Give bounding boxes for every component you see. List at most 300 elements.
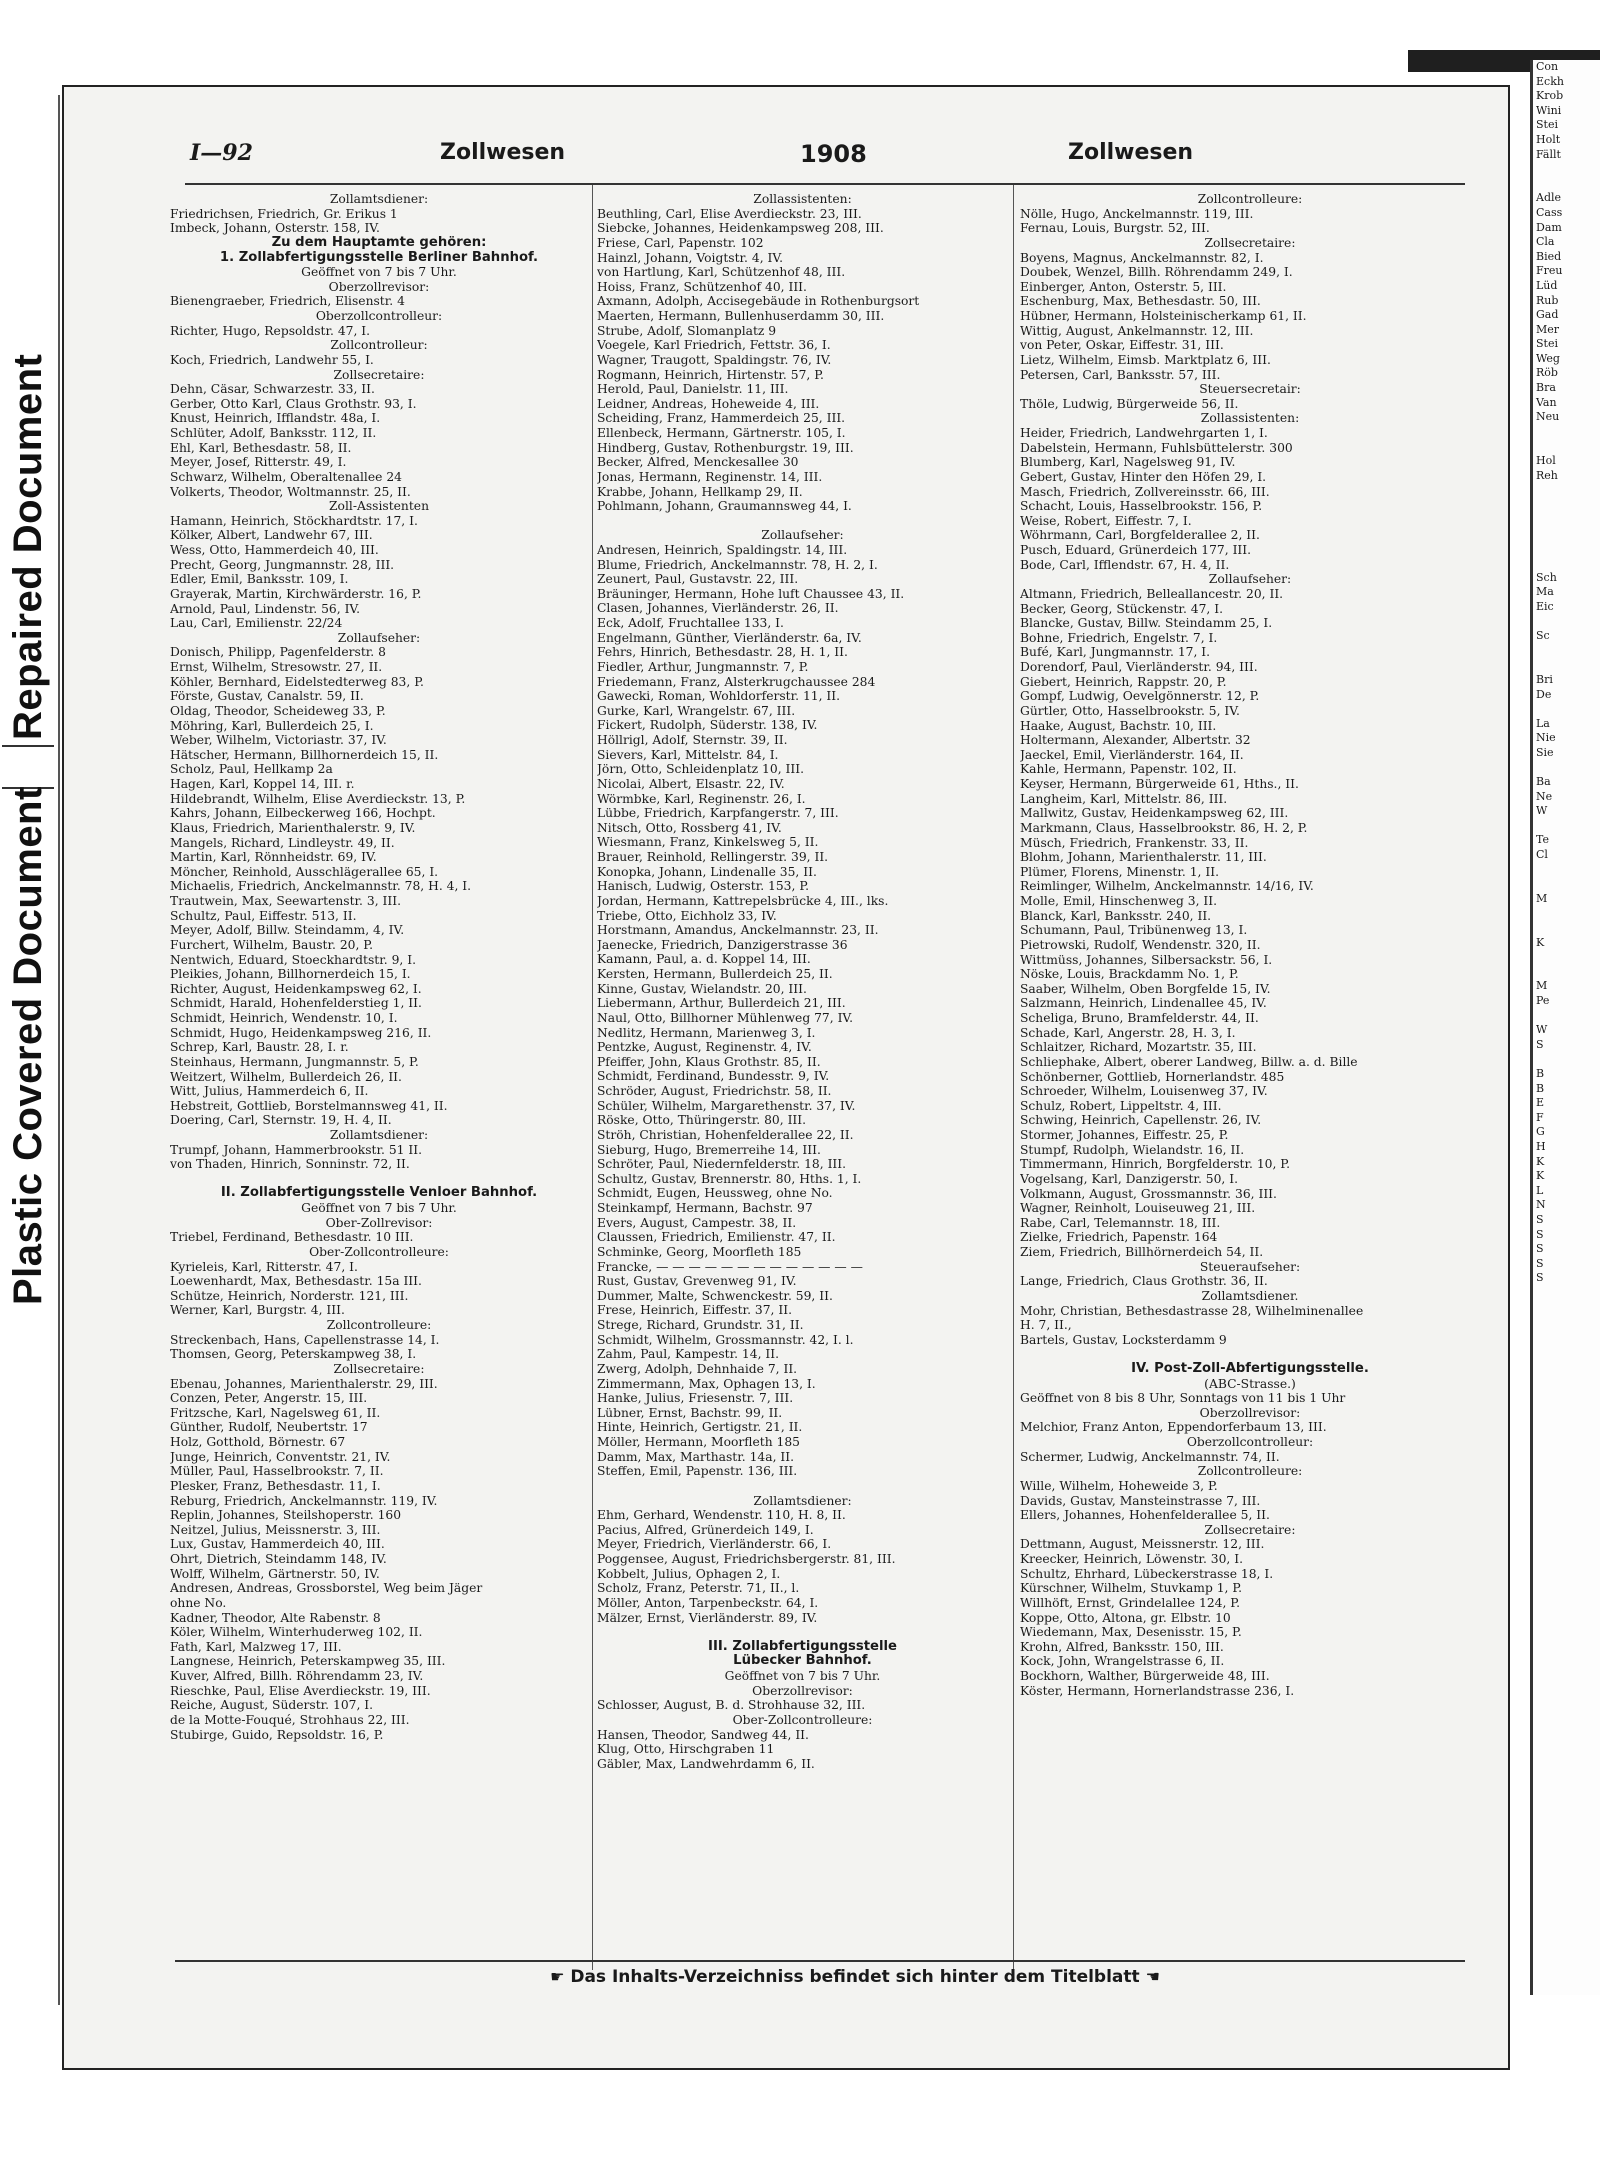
directory-entry: Kyrieleis, Karl, Ritterstr. 47, I. xyxy=(170,1259,358,1274)
directory-entry: Bartels, Gustav, Locksterdamm 9 xyxy=(1020,1332,1227,1347)
directory-entry: Lau, Carl, Emilienstr. 22/24 xyxy=(170,616,343,631)
directory-entry: Nölle, Hugo, Anckelmannstr. 119, III. xyxy=(1020,206,1254,221)
fragment-line: S xyxy=(1536,1271,1544,1285)
directory-entry: Schminke, Georg, Moorfleth 185 xyxy=(597,1244,802,1259)
rank-heading: Zollassistenten: xyxy=(1200,411,1300,426)
directory-entry: Clasen, Johannes, Vierländerstr. 26, II. xyxy=(597,601,839,616)
page-number: I—92 xyxy=(190,140,253,166)
fragment-line xyxy=(1533,877,1600,892)
directory-entry: ohne No. xyxy=(170,1595,227,1610)
directory-entry: Thomsen, Georg, Peterskampweg 38, I. xyxy=(170,1347,417,1362)
fragment-line: Freu xyxy=(1536,264,1563,278)
header-rule xyxy=(185,183,1465,185)
running-title-left: Zollwesen xyxy=(440,140,566,165)
repaired-document-label: Repaired Document xyxy=(6,353,50,740)
rank-heading: Zollsecretaire: xyxy=(333,1361,425,1376)
directory-entry: Blume, Friedrich, Anckelmannstr. 78, H. 2, I. xyxy=(597,557,878,572)
fragment-line xyxy=(1533,1009,1600,1024)
directory-entry: Wöhrmann, Carl, Borgfelderallee 2, II. xyxy=(1020,528,1260,543)
directory-entry: Zeunert, Paul, Gustavstr. 22, III. xyxy=(597,572,799,587)
directory-entry: Pietrowski, Rudolf, Wendenstr. 320, II. xyxy=(1020,937,1261,952)
directory-entry: Scholz, Franz, Peterstr. 71, II., l. xyxy=(597,1581,800,1596)
directory-entry: Pleikies, Johann, Billhornerdeich 15, I. xyxy=(170,967,411,982)
directory-entry: Weise, Robert, Eiffestr. 7, I. xyxy=(1020,513,1192,528)
column-divider xyxy=(1013,185,1014,1970)
directory-entry: Witt, Julius, Hammerdeich 6, II. xyxy=(170,1084,369,1099)
directory-entry: Rabe, Carl, Telemannstr. 18, III. xyxy=(1020,1215,1221,1230)
directory-entry: Schulz, Robert, Lippeltstr. 4, III. xyxy=(1020,1098,1222,1113)
directory-entry: Streckenbach, Hans, Capellenstrasse 14, I. xyxy=(170,1332,440,1347)
fragment-line xyxy=(1533,498,1600,513)
fragment-line xyxy=(1533,702,1600,717)
directory-entry: Lübbe, Friedrich, Karpfangerstr. 7, III. xyxy=(597,806,839,821)
directory-entry: Plümer, Florens, Minenstr. 1, II. xyxy=(1020,864,1219,879)
fragment-line: W xyxy=(1536,1023,1548,1037)
directory-entry: Schlaitzer, Richard, Mozartstr. 35, III. xyxy=(1020,1040,1257,1055)
directory-entry: Wiedemann, Max, Desenisstr. 15, P. xyxy=(1020,1625,1242,1640)
directory-entry: Nentwich, Eduard, Stoeckhardtstr. 9, I. xyxy=(170,952,416,967)
fragment-line: Hol xyxy=(1536,454,1556,468)
directory-entry: Reiche, August, Süderstr. 107, I. xyxy=(170,1698,374,1713)
directory-entry: Wittig, August, Ankelmannstr. 12, III. xyxy=(1020,323,1254,338)
fragment-line: Ba xyxy=(1536,775,1551,789)
directory-entry: Schütze, Heinrich, Norderstr. 121, III. xyxy=(170,1288,409,1303)
directory-entry: Gawecki, Roman, Wohldorferstr. 11, II. xyxy=(597,689,841,704)
directory-entry: Friese, Carl, Papenstr. 102 xyxy=(597,235,764,250)
fragment-line: E xyxy=(1536,1096,1545,1110)
directory-entry: Schüler, Wilhelm, Margarethenstr. 37, IV. xyxy=(597,1098,856,1113)
directory-entry: Förste, Gustav, Canalstr. 59, II. xyxy=(170,689,364,704)
directory-entry: Dabelstein, Hermann, Fuhlsbüttelerstr. 300 xyxy=(1020,440,1293,455)
directory-entry: Krohn, Alfred, Banksstr. 150, III. xyxy=(1020,1639,1224,1654)
directory-entry: Schliephake, Albert, oberer Landweg, Billw. a. d. Bille xyxy=(1020,1054,1358,1069)
directory-entry: Triebel, Ferdinand, Bethesdastr. 10 III. xyxy=(170,1230,414,1245)
directory-entry: Fehrs, Hinrich, Bethesdastr. 28, H. 1, II. xyxy=(597,645,848,660)
directory-entry: Volkerts, Theodor, Woltmannstr. 25, II. xyxy=(170,484,411,499)
directory-entry: Ziem, Friedrich, Billhörnerdeich 54, II. xyxy=(1020,1245,1264,1259)
fragment-line xyxy=(1533,527,1600,542)
directory-entry: Furchert, Wilhelm, Baustr. 20, P. xyxy=(170,937,373,952)
directory-entry: Edler, Emil, Banksstr. 109, I. xyxy=(170,572,349,587)
fragment-line: L xyxy=(1536,1183,1544,1197)
spacer xyxy=(597,1479,1008,1494)
directory-entry: Stumpf, Rudolph, Wielandstr. 16, II. xyxy=(1020,1142,1245,1157)
directory-entry: Kinne, Gustav, Wielandstr. 20, III. xyxy=(597,981,807,996)
directory-entry: H. 7, II., xyxy=(1020,1318,1072,1333)
directory-entry: Friedrichsen, Friedrich, Gr. Erikus 1 xyxy=(170,206,398,221)
directory-entry: Reimlinger, Wilhelm, Anckelmannstr. 14/16, IV. xyxy=(1020,879,1314,894)
fragment-line: Sie xyxy=(1536,745,1554,759)
fragment-line: F xyxy=(1536,1110,1544,1124)
fragment-line: Dam xyxy=(1536,220,1562,234)
directory-entry: Blanck, Karl, Banksstr. 240, II. xyxy=(1020,908,1212,923)
directory-entry: Fritzsche, Karl, Nagelsweg 61, II. xyxy=(170,1405,381,1420)
directory-entry: Engelmann, Günther, Vierländerstr. 6a, IV. xyxy=(597,630,862,645)
directory-entry: Holz, Gotthold, Börnestr. 67 xyxy=(170,1435,346,1450)
directory-entry: Conzen, Peter, Angerstr. 15, III. xyxy=(170,1391,368,1406)
fragment-line: Cl xyxy=(1536,848,1548,862)
fragment-line: Te xyxy=(1536,833,1549,847)
fragment-line xyxy=(1533,761,1600,776)
directory-entry: Masch, Friedrich, Zollvereinsstr. 66, III. xyxy=(1020,484,1270,499)
rank-heading: Oberzollcontrolleur: xyxy=(315,309,443,323)
directory-entry: Weitzert, Wilhelm, Bullerdeich 26, II. xyxy=(170,1069,402,1084)
directory-entry: Pfeiffer, John, Klaus Grothstr. 85, II. xyxy=(597,1054,821,1069)
directory-entry: Pusch, Eduard, Grünerdeich 177, III. xyxy=(1020,543,1252,557)
directory-entry: Scheiding, Franz, Hammerdeich 25, III. xyxy=(597,411,846,426)
directory-entry: Schade, Karl, Angerstr. 28, H. 3, I. xyxy=(1020,1025,1236,1040)
fragment-line xyxy=(1533,921,1600,936)
section-heading: Zu dem Hauptamte gehören: xyxy=(271,235,487,250)
rank-heading: Geöffnet von 7 bis 7 Uhr. xyxy=(301,265,457,280)
fragment-line xyxy=(1533,615,1600,630)
fragment-line: Lüd xyxy=(1536,278,1558,292)
rank-heading: Zollaufseher: xyxy=(337,630,421,645)
fragment-line: Röb xyxy=(1536,366,1558,380)
fragment-line: Adle xyxy=(1536,191,1562,205)
directory-entry: Trautwein, Max, Seewartenstr. 3, III. xyxy=(170,894,401,908)
fragment-line: Stei xyxy=(1536,118,1558,132)
directory-entry: Donisch, Philipp, Pagenfelderstr. 8 xyxy=(170,645,386,660)
spine-divider xyxy=(2,745,54,789)
directory-entry: Müsch, Friedrich, Frankenstr. 33, II. xyxy=(1020,835,1249,850)
directory-entry: Nitsch, Otto, Rossberg 41, IV. xyxy=(597,820,782,835)
directory-entry: Gerber, Otto Karl, Claus Grothstr. 93, I. xyxy=(170,396,417,411)
directory-entry: Köhler, Bernhard, Eidelstedterweg 83, P. xyxy=(170,674,424,689)
adjacent-page-fragment xyxy=(1530,60,1600,1995)
directory-entry: Francke, — — — — — — — — — — — — — xyxy=(597,1259,863,1274)
directory-entry: Wess, Otto, Hammerdeich 40, III. xyxy=(170,543,379,557)
directory-entry: Bräuninger, Hermann, Hohe luft Chaussee 43, II. xyxy=(597,586,905,601)
directory-entry: Voegele, Karl Friedrich, Fettstr. 36, I. xyxy=(597,338,831,353)
directory-entry: Mälzer, Ernst, Vierländerstr. 89, IV. xyxy=(597,1610,818,1625)
fragment-line: Bied xyxy=(1536,249,1562,263)
column-divider xyxy=(592,185,593,1970)
directory-entry: von Hartlung, Karl, Schützenhof 48, III. xyxy=(597,265,846,280)
fragment-line: Fällt xyxy=(1536,147,1561,161)
directory-entry: Triebe, Otto, Eichholz 33, IV. xyxy=(597,908,777,923)
directory-entry: Steinkampf, Hermann, Bachstr. 97 xyxy=(597,1201,813,1216)
directory-entry: Giebert, Heinrich, Rappstr. 20, P. xyxy=(1020,674,1227,689)
directory-entry: Schmidt, Wilhelm, Grossmannstr. 42, I. l. xyxy=(597,1332,854,1347)
rank-heading: Zollaufseher: xyxy=(1208,572,1292,587)
fragment-line xyxy=(1533,906,1600,921)
directory-entry: Wiesmann, Franz, Kinkelsweg 5, II. xyxy=(597,835,819,850)
fragment-line: S xyxy=(1536,1212,1544,1226)
rank-heading: Zollassistenten: xyxy=(753,192,852,206)
fragment-line: Rub xyxy=(1536,293,1559,307)
directory-entry: Strube, Adolf, Slomanplatz 9 xyxy=(597,323,777,338)
directory-entry: Klug, Otto, Hirschgraben 11 xyxy=(597,1742,775,1757)
directory-entry: Koch, Friedrich, Landwehr 55, I. xyxy=(170,352,374,367)
directory-entry: Willhöft, Ernst, Grindelallee 124, P. xyxy=(1020,1595,1240,1610)
directory-entry: Nedlitz, Hermann, Marienweg 3, I. xyxy=(597,1025,816,1040)
directory-entry: Hagen, Karl, Koppel 14, III. r. xyxy=(170,777,355,791)
directory-entry: Haake, August, Bachstr. 10, III. xyxy=(1020,718,1217,733)
directory-entry: Lübner, Ernst, Bachstr. 99, II. xyxy=(597,1405,783,1420)
directory-entry: Plesker, Franz, Bethesdastr. 11, I. xyxy=(170,1478,381,1493)
directory-entry: Gäbler, Max, Landwehrdamm 6, II. xyxy=(597,1756,815,1771)
directory-entry: Altmann, Friedrich, Belleallancestr. 20, II. xyxy=(1020,586,1284,601)
fragment-line: Pe xyxy=(1536,994,1550,1007)
directory-entry: Dehn, Cäsar, Schwarzestr. 33, II. xyxy=(170,382,375,397)
directory-entry: Claussen, Friedrich, Emilienstr. 47, II. xyxy=(597,1230,836,1245)
directory-entry: Schultz, Ehrhard, Lübeckerstrasse 18, I. xyxy=(1020,1566,1274,1581)
directory-entry: Meyer, Josef, Ritterstr. 49, I. xyxy=(170,455,347,470)
rank-heading: Oberzollrevisor: xyxy=(1199,1405,1301,1420)
section-heading: II. Zollabfertigungsstelle Venloer Bahnhof. xyxy=(220,1186,538,1201)
fragment-line: M xyxy=(1536,979,1548,993)
fragment-line: Sc xyxy=(1536,629,1550,643)
fragment-line: Reh xyxy=(1536,468,1558,482)
column-right xyxy=(1020,192,1480,1992)
directory-entry: Köler, Wilhelm, Winterhuderweg 102, II. xyxy=(170,1625,423,1640)
directory-entry: Fernau, Louis, Burgstr. 52, III. xyxy=(1020,221,1210,236)
footer-rule xyxy=(175,1960,1465,1962)
directory-entry: Scheliga, Bruno, Bramfelderstr. 44, II. xyxy=(1020,1011,1259,1025)
directory-entry: Evers, August, Campestr. 38, II. xyxy=(597,1215,797,1230)
rank-heading: Oberzollrevisor: xyxy=(752,1683,853,1698)
fragment-line: S xyxy=(1536,1227,1544,1241)
directory-entry: Doering, Carl, Sternstr. 19, H. 4, II. xyxy=(170,1113,392,1128)
directory-entry: Hanke, Julius, Friesenstr. 7, III. xyxy=(597,1391,794,1406)
directory-entry: Möller, Hermann, Moorfleth 185 xyxy=(597,1435,801,1450)
fragment-line: G xyxy=(1536,1125,1545,1139)
directory-entry: Ernst, Wilhelm, Stresowstr. 27, II. xyxy=(170,660,383,674)
rank-heading: (ABC-Strasse.) xyxy=(1204,1376,1296,1391)
directory-entry: Arnold, Paul, Lindenstr. 56, IV. xyxy=(170,601,361,616)
directory-entry: Schröder, August, Friedrichstr. 58, II. xyxy=(597,1084,832,1099)
directory-entry: Hebstreit, Gottlieb, Borstelmannsweg 41, II. xyxy=(170,1098,448,1113)
directory-entry: Zwerg, Adolph, Dehnhaide 7, II. xyxy=(597,1361,798,1376)
directory-entry: Hainzl, Johann, Voigtstr. 4, IV. xyxy=(597,250,784,265)
directory-entry: Sieburg, Hugo, Bremerreihe 14, III. xyxy=(597,1142,821,1157)
year-heading: 1908 xyxy=(800,140,867,168)
directory-entry: Wille, Wilhelm, Hoheweide 3, P. xyxy=(1020,1478,1218,1493)
fragment-line: Mer xyxy=(1536,322,1560,336)
directory-entry: Kuver, Alfred, Billh. Röhrendamm 23, IV. xyxy=(170,1669,424,1684)
directory-entry: Ellenbeck, Hermann, Gärtnerstr. 105, I. xyxy=(597,426,846,440)
directory-entry: Mangels, Richard, Lindleystr. 49, II. xyxy=(170,835,395,850)
rank-heading: Geöffnet von 7 bis 7 Uhr. xyxy=(301,1201,457,1216)
fragment-line xyxy=(1533,177,1600,192)
directory-entry: Koppe, Otto, Altona, gr. Elbstr. 10 xyxy=(1020,1610,1231,1625)
directory-entry: Fath, Karl, Malzweg 17, III. xyxy=(170,1639,342,1654)
directory-entry: Wagner, Traugott, Spaldingstr. 76, IV. xyxy=(597,352,832,367)
fragment-line: Ne xyxy=(1536,789,1553,803)
directory-entry: Krabbe, Johann, Hellkamp 29, II. xyxy=(597,484,803,499)
directory-entry: Sievers, Karl, Mittelstr. 84, I. xyxy=(597,747,779,762)
footer-note: Das Inhalts-Verzeichniss befindet sich hinter dem Titelblatt xyxy=(570,1967,1140,1987)
directory-entry: Davids, Gustav, Mansteinstrasse 7, III. xyxy=(1020,1493,1261,1508)
fragment-line: Eic xyxy=(1536,599,1554,613)
directory-entry: Keyser, Hermann, Bürgerweide 61, Hths., II. xyxy=(1020,777,1299,791)
fragment-line: Cla xyxy=(1536,235,1555,249)
spacer xyxy=(1020,1347,1480,1362)
directory-entry: Poggensee, August, Friedrichsbergerstr. 81, III. xyxy=(597,1552,896,1567)
directory-entry: Frese, Heinrich, Eiffestr. 37, II. xyxy=(597,1303,792,1318)
column-left xyxy=(170,192,588,1992)
directory-entry: Horstmann, Amandus, Anckelmannstr. 23, II. xyxy=(597,923,879,938)
fragment-line: Cass xyxy=(1536,205,1563,219)
directory-entry: Jaeckel, Emil, Vierländerstr. 164, II. xyxy=(1020,747,1244,762)
directory-entry: Schrep, Karl, Baustr. 28, I. r. xyxy=(170,1040,349,1055)
fragment-line: Stei xyxy=(1536,337,1558,351)
fragment-line xyxy=(1533,556,1600,571)
directory-entry: Schmidt, Heinrich, Wendenstr. 10, I. xyxy=(170,1011,398,1025)
directory-entry: Liebermann, Arthur, Bullerdeich 21, III. xyxy=(597,996,846,1011)
directory-entry: Eschenburg, Max, Bethesdastr. 50, III. xyxy=(1020,294,1261,309)
directory-entry: Steffen, Emil, Papenstr. 136, III. xyxy=(597,1464,798,1479)
directory-entry: Doubek, Wenzel, Billh. Röhrendamm 249, I. xyxy=(1020,265,1293,280)
directory-entry: Thöle, Ludwig, Bürgerweide 56, II. xyxy=(1020,396,1239,411)
directory-entry: Gurke, Karl, Wrangelstr. 67, III. xyxy=(597,703,796,718)
directory-entry: Möhring, Karl, Bullerdeich 25, I. xyxy=(170,718,374,733)
directory-entry: Schönberner, Gottlieb, Hornerlandstr. 485 xyxy=(1020,1069,1285,1084)
directory-entry: Kahrs, Johann, Eilbeckerweg 166, Hochpt. xyxy=(170,806,436,821)
directory-entry: Klaus, Friedrich, Marienthalerstr. 9, IV. xyxy=(170,820,416,835)
directory-entry: Kölker, Albert, Landwehr 67, III. xyxy=(170,528,373,543)
fragment-line xyxy=(1533,1052,1600,1067)
directory-entry: Gürtler, Otto, Hasselbrookstr. 5, IV. xyxy=(1020,703,1240,718)
column-middle xyxy=(597,192,1008,1992)
directory-entry: Günther, Rudolf, Neubertstr. 17 xyxy=(170,1420,368,1435)
directory-entry: Wolff, Wilhelm, Gärtnerstr. 50, IV. xyxy=(170,1566,380,1581)
fragment-line: Holt xyxy=(1536,132,1561,146)
fragment-line: S xyxy=(1536,1256,1544,1270)
directory-entry: Stubirge, Guido, Repsoldstr. 16, P. xyxy=(170,1727,384,1742)
fragment-line: N xyxy=(1536,1198,1546,1212)
directory-entry: Grayerak, Martin, Kirchwärderstr. 16, P. xyxy=(170,586,422,601)
directory-entry: Rogmann, Heinrich, Hirtenstr. 57, P. xyxy=(597,367,824,382)
directory-entry: Dettmann, August, Meissnerstr. 12, III. xyxy=(1020,1537,1265,1552)
rank-heading: Steueraufseher: xyxy=(1199,1259,1301,1274)
rank-heading: Ober-Zollcontrolleure: xyxy=(732,1712,873,1727)
directory-entry: Möncher, Reinhold, Ausschlägerallee 65, I. xyxy=(170,864,439,879)
rank-heading: Ober-Zollcontrolleure: xyxy=(309,1244,449,1259)
directory-entry: Kamann, Paul, a. d. Koppel 14, III. xyxy=(597,952,811,967)
directory-entry: Weber, Wilhelm, Victoriastr. 37, IV. xyxy=(170,733,387,748)
directory-entry: Andresen, Andreas, Grossborstel, Weg beim Jäger xyxy=(170,1581,483,1596)
directory-entry: Becker, Alfred, Menckesallee 30 xyxy=(597,455,799,470)
fragment-line: Bri xyxy=(1536,672,1553,686)
directory-entry: Blohm, Johann, Marienthalerstr. 11, III. xyxy=(1020,850,1267,865)
directory-entry: von Peter, Oskar, Eiffestr. 31, III. xyxy=(1020,338,1224,353)
rank-heading: Zollamtsdiener: xyxy=(329,1128,429,1142)
fragment-line: Gad xyxy=(1536,308,1559,322)
rank-heading: Zollcontrolleure: xyxy=(1197,1464,1303,1479)
directory-entry: Heider, Friedrich, Landwehrgarten 1, I. xyxy=(1020,426,1268,440)
directory-entry: Bienengraeber, Friedrich, Elisenstr. 4 xyxy=(170,294,405,309)
directory-entry: Köster, Hermann, Hornerlandstrasse 236, I. xyxy=(1020,1683,1295,1698)
directory-entry: Schmidt, Ferdinand, Bundesstr. 9, IV. xyxy=(597,1069,830,1084)
directory-entry: Meyer, Friedrich, Vierländerstr. 66, I. xyxy=(597,1537,832,1552)
directory-entry: Pentzke, August, Reginenstr. 4, IV. xyxy=(597,1040,812,1055)
rank-heading: Zollamtsdiener. xyxy=(1201,1288,1299,1303)
directory-entry: von Thaden, Hinrich, Sonninstr. 72, II. xyxy=(170,1157,410,1172)
directory-entry: Geöffnet von 8 bis 8 Uhr, Sonntags von 11 bis 1 Uhr xyxy=(1020,1391,1346,1406)
directory-entry: Schermer, Ludwig, Anckelmannstr. 74, II. xyxy=(1020,1449,1280,1464)
directory-entry: Salzmann, Heinrich, Lindenallee 45, IV. xyxy=(1020,996,1267,1011)
directory-entry: Vogelsang, Karl, Danzigerstr. 50, I. xyxy=(1020,1171,1239,1186)
directory-entry: Michaelis, Friedrich, Anckelmannstr. 78, H. 4, I. xyxy=(170,879,472,894)
directory-entry: Molle, Emil, Hinschenweg 3, II. xyxy=(1020,894,1218,908)
directory-entry: Mallwitz, Gustav, Heidenkampsweg 62, III. xyxy=(1020,806,1289,821)
fragment-line: Van xyxy=(1536,395,1557,409)
directory-entry: Timmermann, Hinrich, Borgfelderstr. 10, P. xyxy=(1020,1157,1291,1172)
directory-entry: Blumberg, Karl, Nagelsweg 91, IV. xyxy=(1020,455,1236,470)
directory-entry: Zielke, Friedrich, Papenstr. 164 xyxy=(1020,1230,1218,1245)
directory-entry: Hübner, Hermann, Holsteinischerkamp 61, II. xyxy=(1020,309,1307,323)
directory-entry: Martin, Karl, Rönnheidstr. 69, IV. xyxy=(170,850,377,865)
section-heading: Lübecker Bahnhof. xyxy=(733,1654,872,1669)
fragment-line: W xyxy=(1536,804,1548,818)
spacer xyxy=(170,1172,588,1187)
directory-entry: Zimmermann, Max, Ophagen 13, I. xyxy=(597,1376,816,1391)
running-title-right: Zollwesen xyxy=(1068,140,1194,165)
rank-heading: Ober-Zollrevisor: xyxy=(325,1215,433,1230)
directory-entry: Schwing, Heinrich, Capellenstr. 26, IV. xyxy=(1020,1113,1262,1128)
directory-entry: Wagner, Reinholt, Louiseuweg 21, III. xyxy=(1020,1201,1256,1216)
fragment-line: S xyxy=(1536,1037,1544,1051)
directory-entry: Ellers, Johannes, Hohenfelderallee 5, II. xyxy=(1020,1508,1270,1523)
directory-entry: Gebert, Gustav, Hinter den Höfen 29, I. xyxy=(1020,469,1267,484)
directory-entry: Kersten, Hermann, Bullerdeich 25, II. xyxy=(597,967,833,982)
rank-heading: Zoll-Assistenten xyxy=(329,499,429,514)
directory-entry: Wittmüss, Johannes, Silbersackstr. 56, I. xyxy=(1020,952,1273,967)
directory-entry: Meyer, Adolf, Billw. Steindamm, 4, IV. xyxy=(170,923,405,938)
directory-entry: Trumpf, Johann, Hammerbrookstr. 51 II. xyxy=(170,1142,423,1157)
directory-entry: Hätscher, Hermann, Billhornerdeich 15, II. xyxy=(170,747,439,762)
directory-entry: de la Motte-Fouqué, Strohhaus 22, III. xyxy=(170,1712,410,1727)
directory-entry: Nöske, Louis, Brackdamm No. 1, P. xyxy=(1020,967,1239,982)
fragment-line: H xyxy=(1536,1139,1546,1153)
directory-entry: Leidner, Andreas, Hoheweide 4, III. xyxy=(597,396,820,411)
directory-entry: Kobbelt, Julius, Ophagen 2, I. xyxy=(597,1566,781,1581)
directory-entry: Scholz, Paul, Hellkamp 2a xyxy=(170,762,333,777)
directory-entry: Bode, Carl, Ifflendstr. 67, H. 4, II. xyxy=(1020,557,1230,572)
directory-entry: Replin, Johannes, Steilshoperstr. 160 xyxy=(170,1508,402,1523)
fragment-line: S xyxy=(1536,1242,1544,1256)
directory-entry: Werner, Karl, Burgstr. 4, III. xyxy=(170,1303,345,1318)
spacer xyxy=(597,514,1008,529)
fragment-line xyxy=(1533,512,1600,527)
fragment-line: M xyxy=(1536,891,1548,905)
rank-heading: Zollaufseher: xyxy=(761,528,844,543)
rank-heading: Oberzollcontrolleur: xyxy=(1186,1435,1314,1450)
directory-entry: Gompf, Ludwig, Oevelgönnerstr. 12, P. xyxy=(1020,689,1260,704)
directory-entry: Saaber, Wilhelm, Oben Borgfelde 15, IV. xyxy=(1020,981,1271,996)
fragment-line xyxy=(1533,425,1600,440)
directory-entry: Damm, Max, Marthastr. 14a, II. xyxy=(597,1449,795,1464)
directory-entry: Friedemann, Franz, Alsterkrugchaussee 284 xyxy=(597,674,876,689)
directory-entry: Hindberg, Gustav, Rothenburgstr. 19, III. xyxy=(597,440,854,455)
directory-entry: Jaenecke, Friedrich, Danzigerstrasse 36 xyxy=(597,937,848,952)
directory-entry: Boyens, Magnus, Anckelmannstr. 82, I. xyxy=(1020,250,1264,265)
directory-entry: Hoiss, Franz, Schützenhof 40, III. xyxy=(597,279,807,294)
directory-entry: Schultz, Paul, Eiffestr. 513, II. xyxy=(170,908,357,923)
directory-entry: Hansen, Theodor, Sandweg 44, II. xyxy=(597,1727,809,1742)
directory-entry: Becker, Georg, Stückenstr. 47, I. xyxy=(1020,601,1223,616)
directory-entry: Strege, Richard, Grundstr. 31, II. xyxy=(597,1318,804,1333)
directory-entry: Schmidt, Harald, Hohenfelderstieg 1, II. xyxy=(170,996,422,1011)
directory-entry: Siebcke, Johannes, Heidenkampsweg 208, III. xyxy=(597,221,884,236)
directory-entry: Dummer, Malte, Schwenckestr. 59, II. xyxy=(597,1288,833,1303)
directory-entry: Lange, Friedrich, Claus Grothstr. 36, II. xyxy=(1020,1274,1268,1289)
fragment-line: K xyxy=(1536,1169,1545,1183)
directory-entry: Volkmann, August, Grossmannstr. 36, III. xyxy=(1020,1186,1277,1201)
fragment-line: De xyxy=(1536,687,1552,701)
